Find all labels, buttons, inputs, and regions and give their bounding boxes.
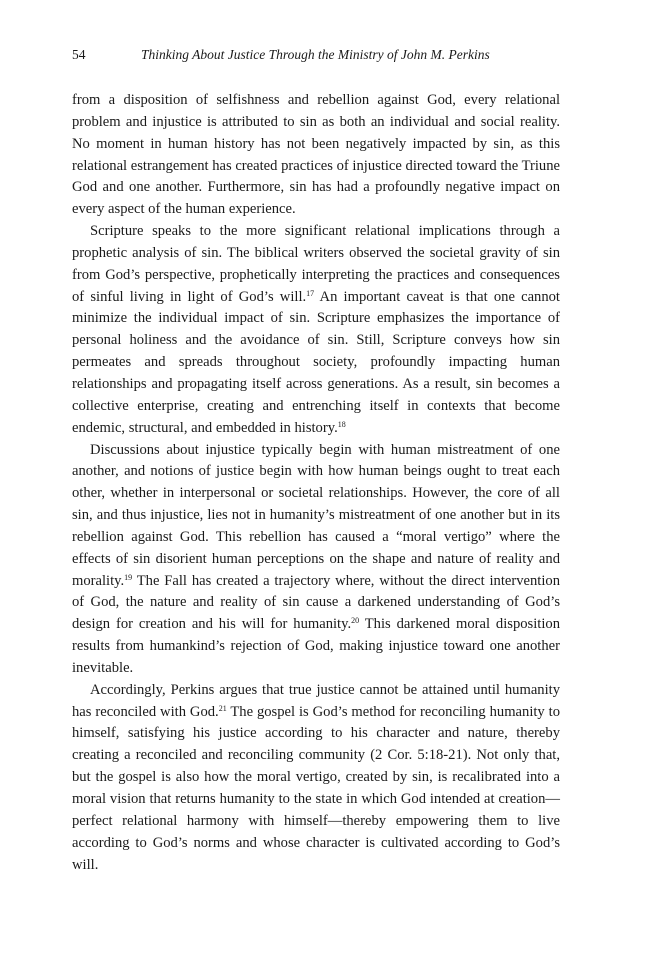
paragraph-text: This darkened moral disposition results from humankind’s rejection of God, making injustice toward one another inevitable. <box>72 616 560 676</box>
paragraph <box>72 90 560 221</box>
paragraph-text: Discussions about injustice typically begin with human mistreatment of one another, and notions of justice begin with how human beings ought to treat each other, whether in interpersonal or societal relationships. However, the core of all sin, and thus injustice, lies not in humanity’s mistreatment of one another but in its rebellion against God. This rebellion has caused a “moral vertigo” where the effects of sin disorient human perceptions on the shape and nature of reality and morality. <box>72 441 560 589</box>
footnote-ref: 20 <box>351 616 360 626</box>
body-text <box>72 90 560 876</box>
running-head <box>72 44 560 66</box>
paragraph-text: Accordingly, Perkins argues that true justice cannot be attained until humanity has reconciled with God. <box>72 681 560 720</box>
footnote-ref: 17 <box>306 288 315 298</box>
paragraph-text: The gospel is God’s method for reconciling humanity to himself, satisfying his justice according to his character and nature, thereby creating a reconciled and reconciling community (2 Cor. 5:18-21). Not only that, but the gospel is also how the moral vertigo, created by sin, is recalibrated into a moral vision that returns humanity to the state in which God intended at creation—perfect relational harmony with himself—thereby empowering them to live according to God’s norms and whose character is cultivated according to God’s will. <box>72 703 560 873</box>
paragraph-text: The Fall has created a trajectory where, without the direct intervention of God, the nature and reality of sin cause a darkened understanding of God’s design for creation and his will for humanity. <box>72 572 560 633</box>
running-title: Thinking About Justice Through the Ministry of John M. Perkins <box>141 47 490 62</box>
paragraph-text: An important caveat is that one cannot minimize the individual impact of sin. Scripture emphasizes the importance of personal holiness and the avoidance of sin. Still, Scripture conveys how sin permeates and spreads throughout society, profoundly impacting human relationships and propagating itself across generations. As a result, sin becomes a collective enterprise, creating and entrenching itself in contexts that become endemic, structural, and embedded in history. <box>72 288 560 436</box>
footnote-ref: 19 <box>124 572 133 582</box>
paragraph <box>72 440 560 680</box>
paragraph <box>72 680 560 877</box>
paragraph-text: from a disposition of selfishness and rebellion against God, every relational problem and injustice is attributed to sin as both an individual and social reality. No moment in human history has not been negatively impacted by sin, as this relational estrangement has created practices of injustice directed toward the Triune God and one another. Furthermore, sin has had a profoundly negative impact on every aspect of the human experience. <box>72 92 560 218</box>
footnote-ref: 18 <box>337 419 346 429</box>
page-number: 54 <box>72 47 86 62</box>
paragraph-text: Scripture speaks to the more significant relational implications through a prophetic analysis of sin. The biblical writers observed the societal gravity of sin from God’s perspective, prophetically interpreting the practices and consequences of sinful living in light of God’s will. <box>72 223 560 305</box>
footnote-ref: 21 <box>218 703 227 713</box>
paragraph <box>72 221 560 439</box>
